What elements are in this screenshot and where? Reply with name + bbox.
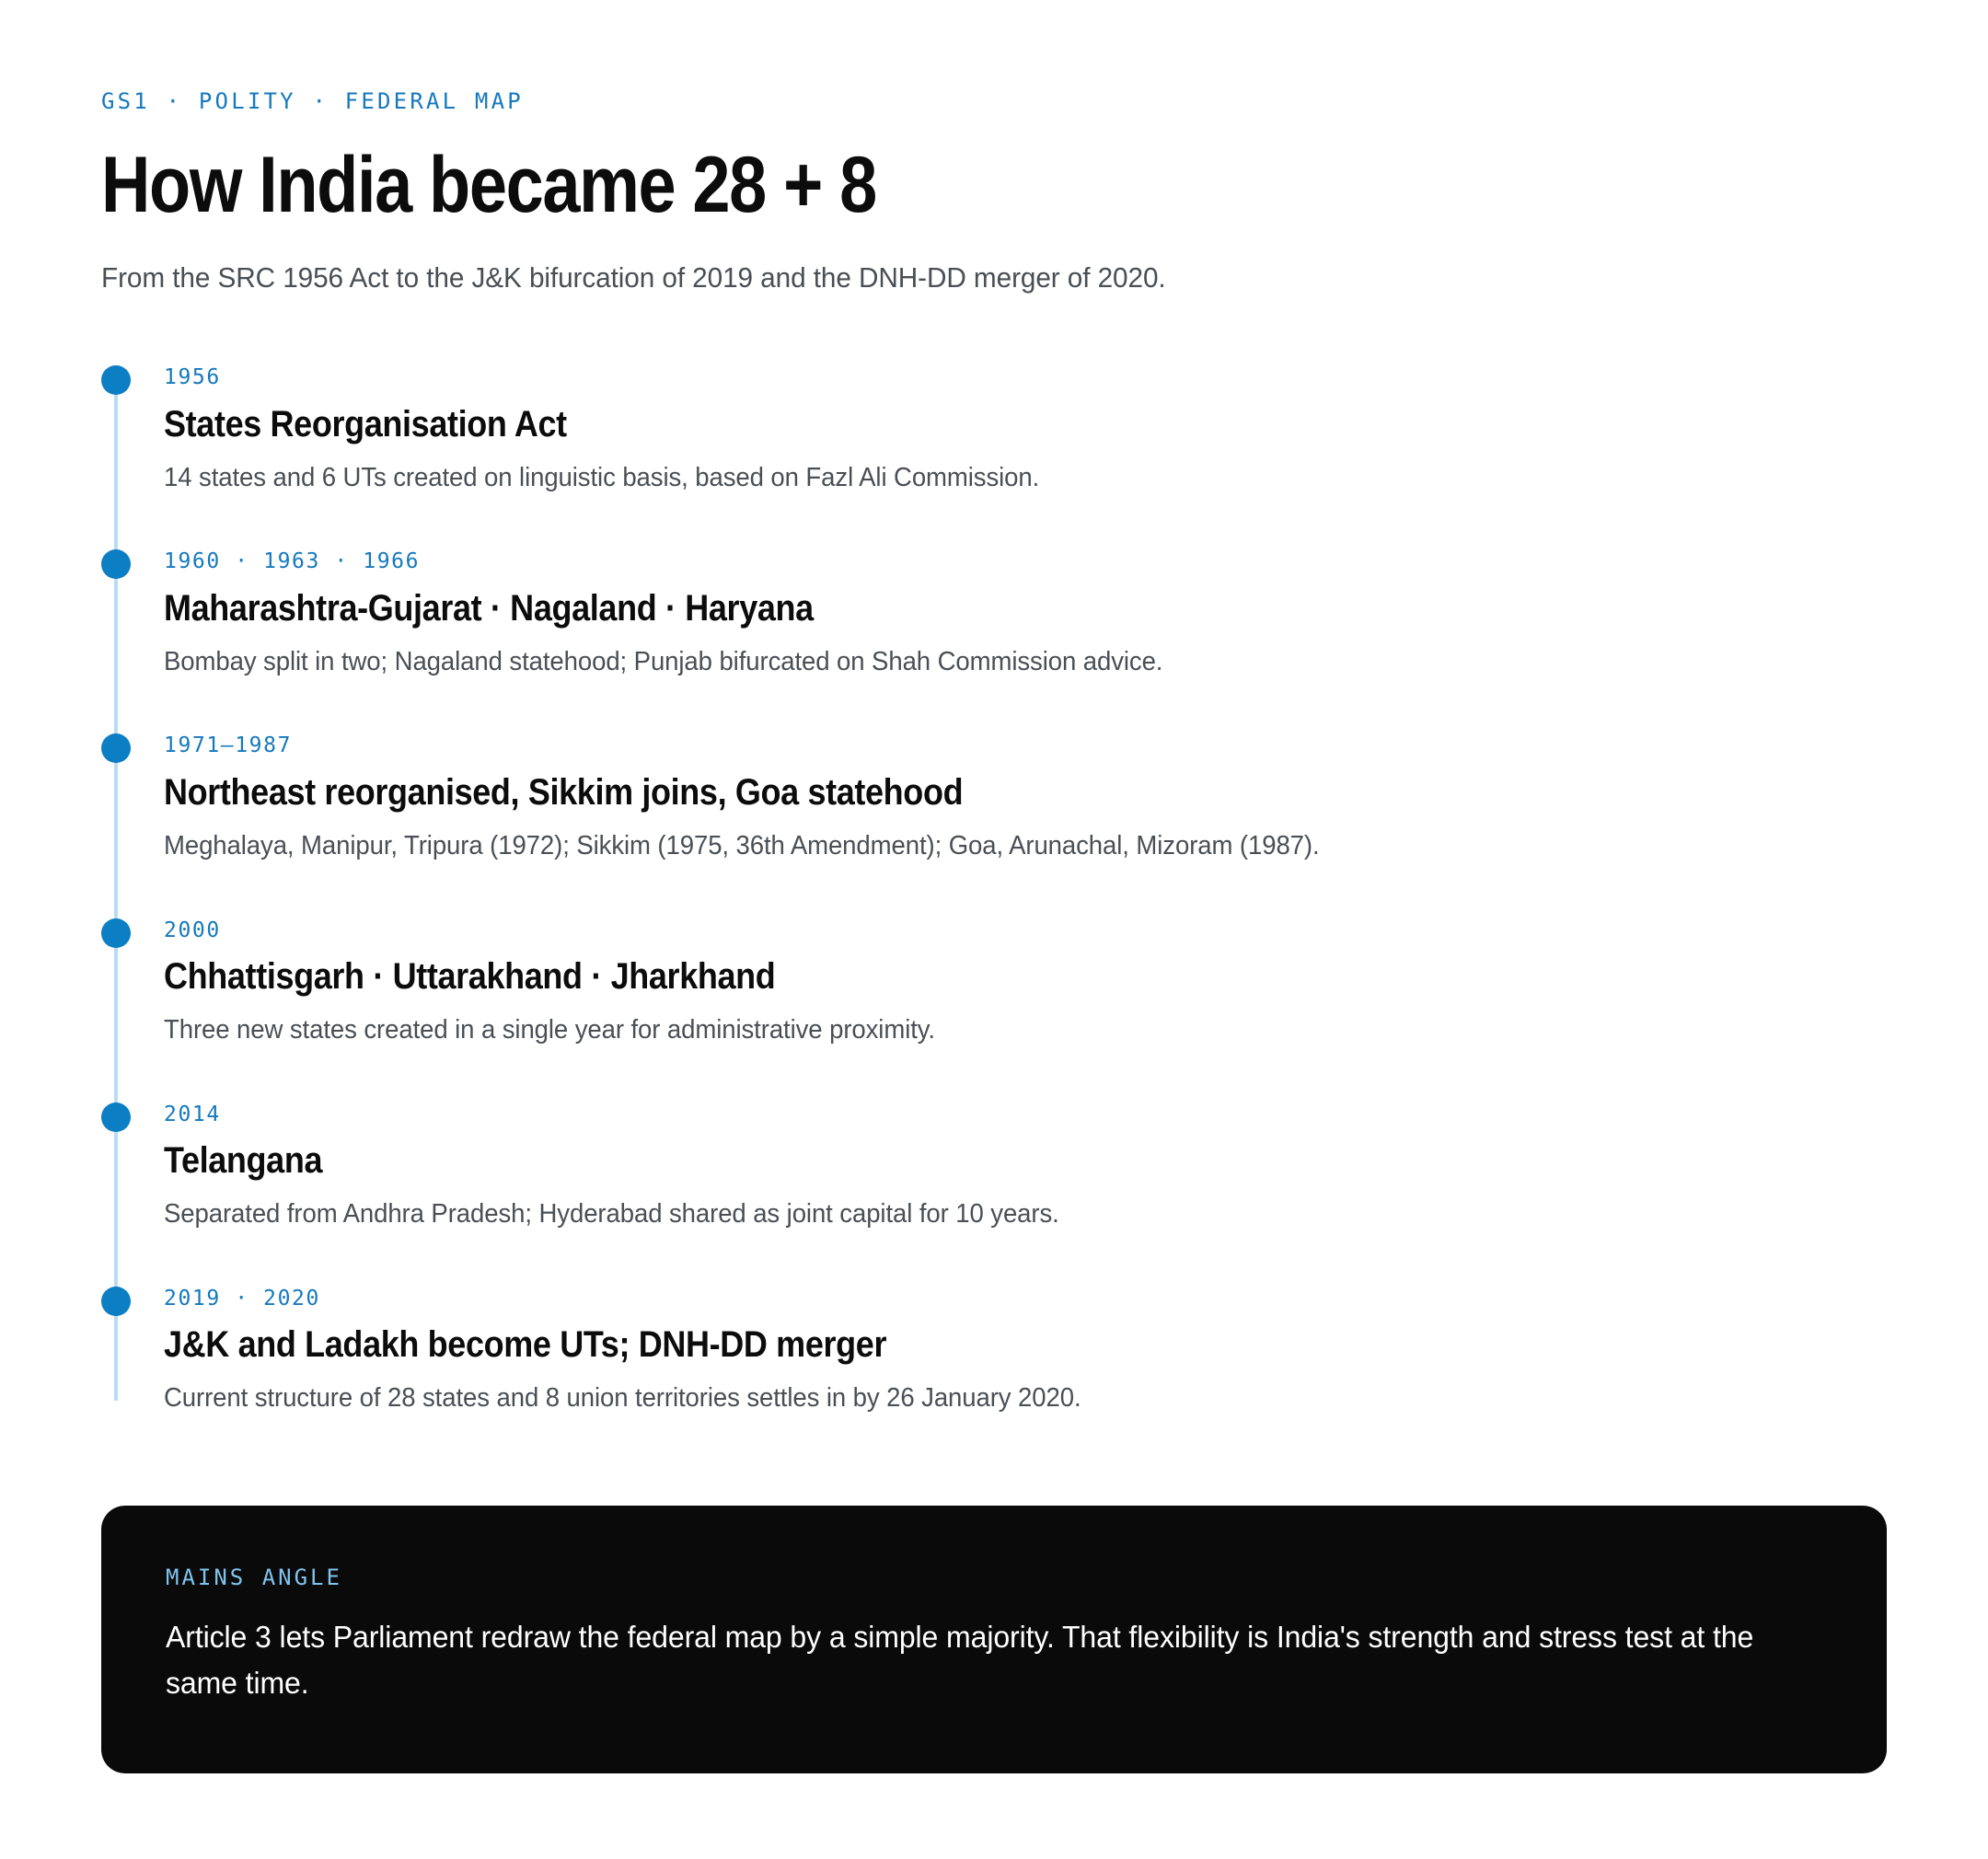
timeline-dot-icon: [101, 918, 131, 948]
timeline-dot-icon: [101, 1287, 131, 1316]
timeline-description: 14 states and 6 UTs created on linguistic basis, based on Fazl Ali Commission.: [164, 462, 1040, 492]
timeline-item: [101, 365, 1887, 549]
timeline-title: Telangana: [164, 1140, 323, 1182]
timeline-dot-icon: [101, 733, 131, 763]
timeline: [101, 365, 1887, 1417]
timeline-description: Separated from Andhra Pradesh; Hyderabad shared as joint capital for 10 years.: [164, 1199, 1059, 1230]
timeline-years: 2000: [164, 918, 221, 942]
timeline-title: J&K and Ladakh become UTs; DNH-DD merger: [164, 1324, 887, 1366]
timeline-title: Northeast reorganised, Sikkim joins, Goa statehood: [164, 771, 964, 813]
timeline-description: Meghalaya, Manipur, Tripura (1972); Sikkim (1975, 36th Amendment); Goa, Arunachal, Mizoram (1987).: [164, 830, 1320, 860]
timeline-item: [101, 1287, 1887, 1417]
timeline-item: [101, 733, 1887, 918]
timeline-dot-icon: [101, 1103, 131, 1132]
timeline-dot-icon: [101, 365, 131, 395]
timeline-years: 2019 · 2020: [164, 1286, 320, 1311]
page-title: How India became 28 + 8: [101, 141, 876, 229]
article-header: [101, 88, 1887, 299]
timeline-item: [101, 1103, 1887, 1287]
timeline-title: Chhattisgarh · Uttarakhand · Jharkhand: [164, 956, 776, 998]
timeline-description: Current structure of 28 states and 8 union territories settles in by 26 January 2020.: [164, 1383, 1081, 1414]
callout-text: Article 3 lets Parliament redraw the federal map by a simple majority. That flexibility is India's strength and stress test at the same time.: [166, 1620, 1754, 1700]
timeline-years: 1956: [164, 364, 221, 389]
timeline-dot-icon: [101, 549, 131, 579]
timeline-description: Bombay split in two; Nagaland statehood; Punjab bifurcated on Shah Commission advice.: [164, 646, 1163, 676]
timeline-years: 1960 · 1963 · 1966: [164, 549, 421, 574]
timeline-item: [101, 549, 1887, 733]
timeline-title: Maharashtra-Gujarat · Nagaland · Haryana: [164, 587, 814, 629]
page-subtitle: From the SRC 1956 Act to the J&K bifurcation of 2019 and the DNH-DD merger of 2020.: [101, 261, 1166, 294]
timeline-description: Three new states created in a single year for administrative proximity.: [164, 1015, 935, 1045]
timeline-item: [101, 918, 1887, 1103]
timeline-years: 1971–1987: [164, 733, 293, 758]
breadcrumb-eyebrow: GS1 · POLITY · FEDERAL MAP: [101, 88, 524, 114]
mains-angle-callout: [101, 1506, 1887, 1773]
timeline-title: States Reorganisation Act: [164, 403, 567, 445]
callout-label: MAINS ANGLE: [166, 1565, 342, 1591]
timeline-years: 2014: [164, 1102, 221, 1126]
